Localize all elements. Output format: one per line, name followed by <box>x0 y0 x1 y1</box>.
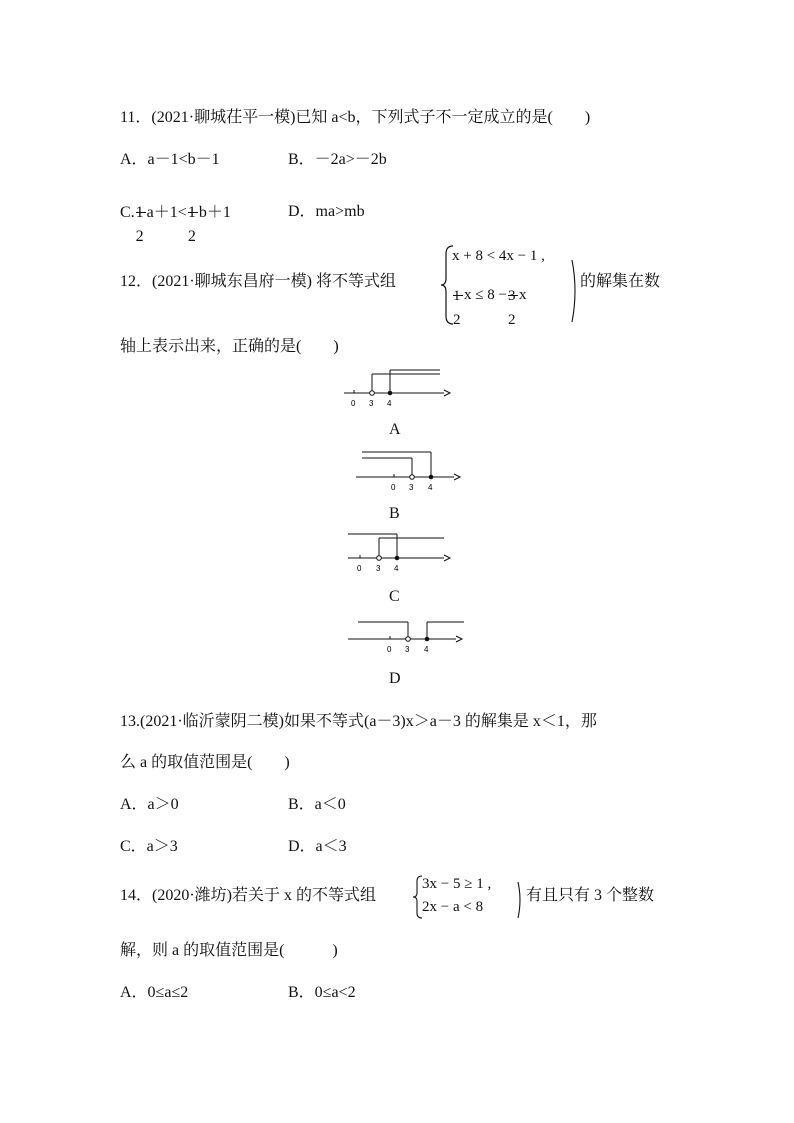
fraction-numerator: 1 <box>453 287 461 304</box>
fraction-half <box>187 190 198 246</box>
tick-label: 0 <box>357 564 362 573</box>
fraction-denominator: 2 <box>135 228 144 246</box>
figure-label-d: D <box>389 670 401 687</box>
q12-stem-after: 的解集在数 <box>580 273 661 290</box>
q11-option-d: D．ma>mb <box>288 203 365 220</box>
number-line-d <box>344 614 468 660</box>
q11-option-c <box>120 190 231 246</box>
q14-stem-after: 有且只有 3 个整数 <box>526 887 655 904</box>
fraction-three-halves <box>507 273 518 328</box>
tick-label: 4 <box>394 564 399 573</box>
right-paren-icon <box>516 880 524 920</box>
q14-option-b: B．0≤a<2 <box>288 984 356 1001</box>
fraction-numerator: 3 <box>507 287 516 304</box>
figure-label-b: B <box>389 505 400 522</box>
q11-option-c-tail: b＋1 <box>198 204 231 221</box>
q14-stem-before: 14．(2020·潍坊)若关于 x 的不等式组 <box>120 887 376 904</box>
fraction-half <box>135 190 146 246</box>
fraction-numerator: 1 <box>187 204 196 222</box>
fraction-denominator: 2 <box>507 311 516 328</box>
tick-label: 3 <box>405 645 410 654</box>
q11-stem: 11．(2021·聊城茌平一模)已知 a<b，下列式子不一定成立的是( ) <box>120 109 591 126</box>
tick-label: 0 <box>351 399 356 408</box>
q14-system-line2: 2x − a < 8 <box>422 899 484 915</box>
q11-option-c-prefix: C. <box>120 204 135 221</box>
tick-label: 0 <box>391 483 396 492</box>
tick-label: 3 <box>409 483 414 492</box>
number-line-a <box>340 366 452 410</box>
q12-stem-before: 12．(2021·聊城东昌府一模) 将不等式组 <box>120 273 396 290</box>
q13-stem-line1: 13.(2021·临沂蒙阴二模)如果不等式(a－3)x＞a－3 的解集是 x＜1，那 <box>120 713 597 730</box>
figure-label-c: C <box>389 588 400 605</box>
q14-stem-line2: 解，则 a 的取值范围是( ) <box>120 942 338 959</box>
fraction-numerator: 1 <box>135 204 144 222</box>
q11-option-b: B．－2a>－2b <box>288 151 387 168</box>
fraction-half <box>453 273 463 328</box>
figure-label-a: A <box>389 421 401 438</box>
tick-label: 3 <box>369 399 374 408</box>
tick-label: 4 <box>428 483 433 492</box>
q13-option-c: C．a＞3 <box>120 838 178 855</box>
q11-option-a: A．a－1<b－1 <box>120 151 220 168</box>
right-paren-icon <box>570 258 580 324</box>
tick-label: 3 <box>376 564 381 573</box>
q13-stem-line2: 么 a 的取值范围是( ) <box>120 754 290 771</box>
q12-system-line1: x + 8 < 4x − 1 , <box>452 248 545 264</box>
fraction-denominator: 2 <box>453 311 461 328</box>
q12-system-line2-mid: x ≤ 8 − <box>464 287 507 303</box>
q12-system-line2-tail: x <box>518 287 527 303</box>
q11-option-c-mid: a＋1< <box>146 204 187 221</box>
q12-system-line2 <box>452 272 527 328</box>
q13-option-d: D．a＜3 <box>288 838 347 855</box>
q14-option-a: A．0≤a≤2 <box>120 984 189 1001</box>
q13-option-a: A．a＞0 <box>120 796 179 813</box>
q13-option-b: B．a＜0 <box>288 796 346 813</box>
number-line-c <box>344 530 456 576</box>
tick-label: 4 <box>424 645 429 654</box>
fraction-denominator: 2 <box>187 228 196 246</box>
tick-label: 4 <box>387 399 392 408</box>
number-line-b <box>352 446 464 494</box>
tick-label: 0 <box>387 645 392 654</box>
q14-system-line1: 3x − 5 ≥ 1 , <box>422 876 492 892</box>
q12-stem-line2: 轴上表示出来，正确的是( ) <box>120 338 339 355</box>
